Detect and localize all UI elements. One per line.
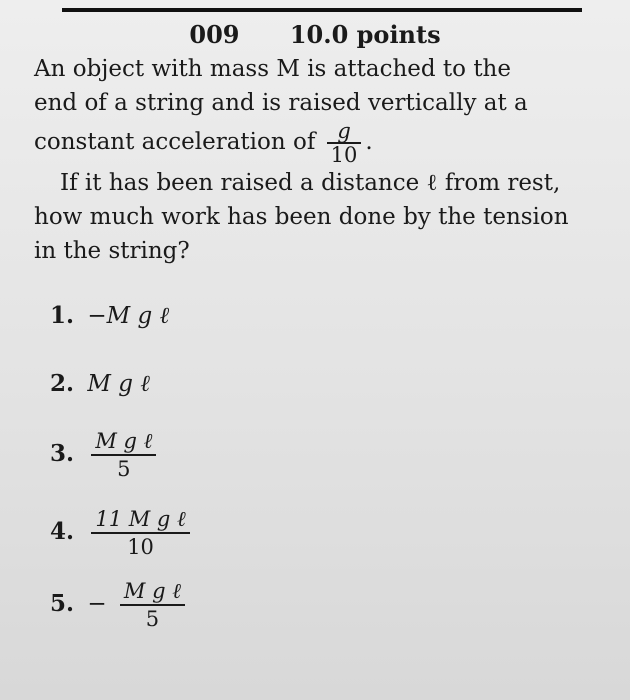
choice-denominator: 10 — [91, 532, 189, 560]
choice-denominator: 5 — [91, 454, 156, 482]
choice-fraction — [91, 506, 189, 560]
choice-4[interactable] — [50, 506, 194, 560]
choice-denominator: 5 — [120, 604, 185, 632]
choice-number: 3. — [50, 440, 75, 467]
question-points: 10.0 points — [289, 20, 441, 49]
choice-expression: −M g ℓ — [87, 303, 170, 329]
choice-numerator: M g ℓ — [123, 579, 181, 603]
choice-expression: M g ℓ — [87, 371, 150, 397]
choice-numerator: 11 M g ℓ — [95, 507, 186, 531]
stem-line-5: how much work has been done by the tension — [34, 204, 569, 230]
stem-line-4: If it has been raised a distance ℓ from rest, — [60, 170, 561, 196]
choice-5[interactable] — [50, 578, 189, 632]
stem-line-3-text: constant acceleration of — [34, 129, 316, 155]
top-divider — [62, 8, 582, 12]
choice-fraction — [120, 578, 185, 632]
stem-line-3: constant acceleration of $\frac{g}{10}$ . — [34, 119, 373, 167]
acceleration-fraction — [327, 120, 362, 166]
choice-number: 2. — [50, 370, 75, 397]
stem-line-2: end of a string and is raised vertically at a — [34, 90, 528, 116]
question-stem — [34, 52, 604, 268]
choice-numerator: M g ℓ — [95, 429, 153, 453]
choice-1[interactable] — [50, 302, 169, 329]
choice-3[interactable] — [50, 428, 160, 482]
acceleration-numerator: g — [337, 119, 351, 143]
stem-line-1: An object with mass M is attached to the — [34, 56, 511, 82]
choice-fraction — [91, 428, 156, 482]
choice-sign: − — [87, 591, 107, 617]
choice-number: 1. — [50, 302, 75, 329]
choice-number: 5. — [50, 590, 75, 617]
question-header — [0, 20, 630, 49]
choice-number: 4. — [50, 518, 75, 545]
question-number: 009 — [189, 20, 240, 49]
stem-line-6: in the string? — [34, 238, 190, 264]
acceleration-denominator: 10 — [327, 142, 362, 166]
choice-2[interactable] — [50, 370, 150, 397]
